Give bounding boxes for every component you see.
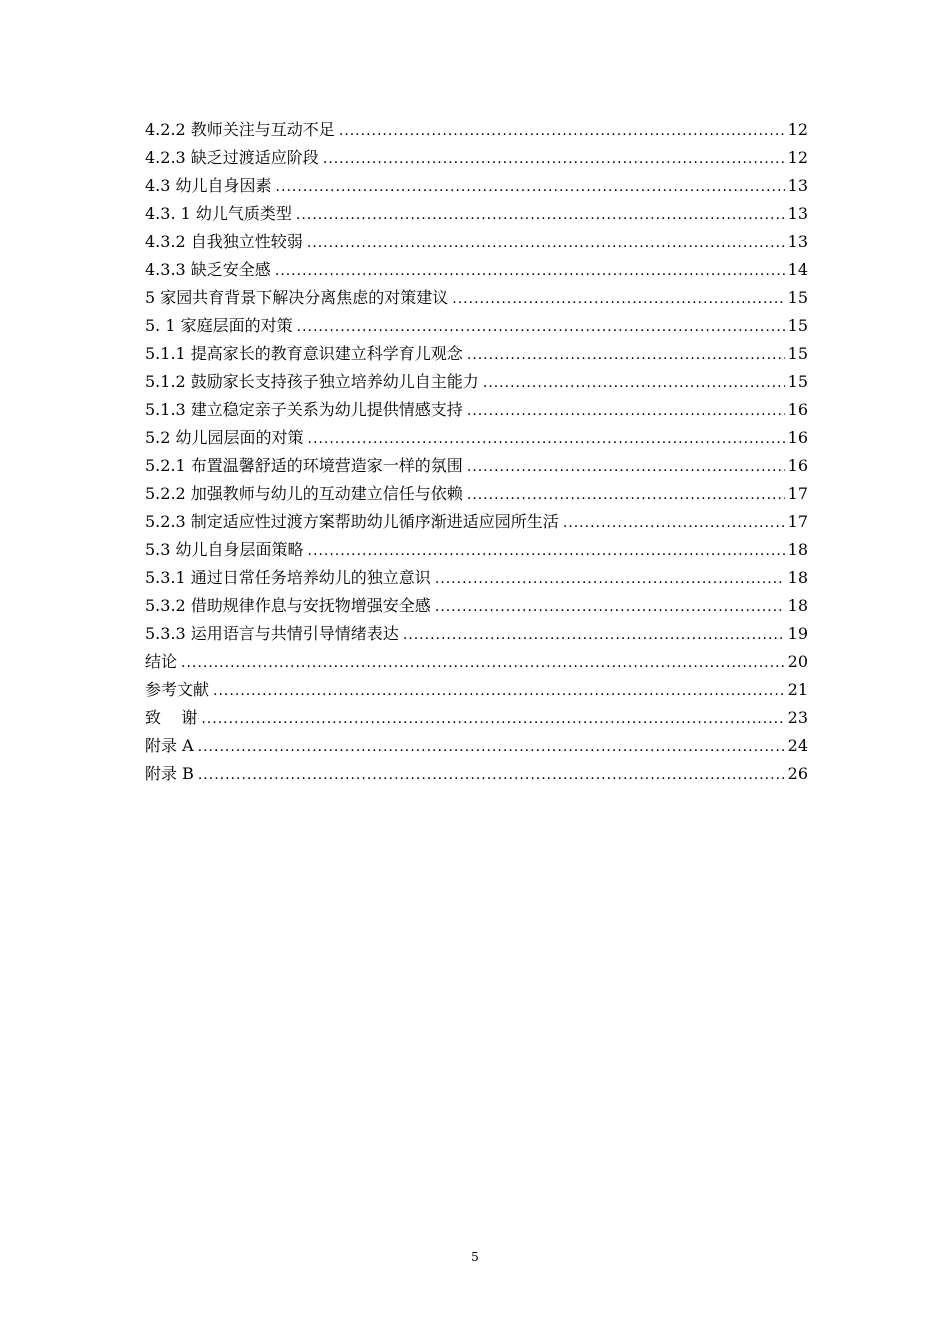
toc-entry-page: 12: [787, 120, 808, 139]
toc-entry-title: 致 谢: [145, 708, 198, 727]
toc-entry-title: 4.3.2 自我独立性较弱: [145, 232, 303, 251]
toc-entry-title: 5. 1 家庭层面的对策: [145, 316, 293, 335]
toc-dot-leader: [403, 621, 785, 649]
toc-entry-title: 5 家园共育背景下解决分离焦虑的对策建议: [145, 288, 449, 307]
toc-entry-page: 23: [787, 708, 808, 727]
toc-entry[interactable]: [145, 732, 808, 760]
toc-entry[interactable]: [145, 704, 808, 732]
toc-dot-leader: [308, 537, 785, 565]
toc-entry-title: 5.1.1 提高家长的教育意识建立科学育儿观念: [145, 344, 463, 363]
toc-entry-page: 16: [787, 428, 808, 447]
toc-entry-title: 4.3. 1 幼儿气质类型: [145, 204, 292, 223]
toc-entry[interactable]: [145, 116, 808, 144]
toc-entry-title: 5.1.2 鼓励家长支持孩子独立培养幼儿自主能力: [145, 372, 479, 391]
toc-dot-leader: [307, 229, 785, 257]
toc-entry-page: 21: [787, 680, 808, 699]
toc-dot-leader: [435, 593, 785, 621]
toc-dot-leader: [467, 341, 785, 369]
toc-dot-leader: [275, 257, 785, 285]
toc-entry-title: 5.2.2 加强教师与幼儿的互动建立信任与依赖: [145, 484, 463, 503]
toc-entry[interactable]: [145, 648, 808, 676]
toc-entry[interactable]: [145, 452, 808, 480]
toc-dot-leader: [467, 481, 785, 509]
toc-entry-title: 附录 A: [145, 736, 194, 755]
toc-dot-leader: [297, 313, 785, 341]
toc-dot-leader: [563, 509, 785, 537]
toc-dot-leader: [452, 285, 784, 313]
toc-entry-page: 15: [787, 288, 808, 307]
toc-dot-leader: [213, 677, 785, 705]
toc-entry[interactable]: [145, 620, 808, 648]
toc-entry-page: 16: [787, 400, 808, 419]
toc-entry[interactable]: [145, 144, 808, 172]
toc-entry-title: 4.2.2 教师关注与互动不足: [145, 120, 335, 139]
toc-entry-page: 18: [787, 568, 808, 587]
toc-entry-title: 结论: [145, 652, 178, 671]
toc-dot-leader: [276, 173, 785, 201]
toc-entry-title: 5.2.3 制定适应性过渡方案帮助幼儿循序渐进适应园所生活: [145, 512, 559, 531]
toc-entry-title: 4.2.3 缺乏过渡适应阶段: [145, 148, 319, 167]
toc-entry-title: 5.1.3 建立稳定亲子关系为幼儿提供情感支持: [145, 400, 463, 419]
toc-entry-title: 5.2.1 布置温馨舒适的环境营造家一样的氛围: [145, 456, 463, 475]
toc-entry-title: 5.2 幼儿园层面的对策: [145, 428, 304, 447]
toc-dot-leader: [467, 397, 785, 425]
toc-dot-leader: [181, 649, 785, 677]
table-of-contents: [145, 116, 808, 788]
toc-entry[interactable]: [145, 172, 808, 200]
toc-entry-page: 16: [787, 456, 808, 475]
toc-entry-page: 18: [787, 540, 808, 559]
toc-dot-leader: [201, 705, 784, 733]
toc-dot-leader: [483, 369, 785, 397]
toc-entry-page: 24: [787, 736, 808, 755]
toc-entry-page: 15: [787, 316, 808, 335]
toc-entry-title: 5.3.1 通过日常任务培养幼儿的独立意识: [145, 568, 431, 587]
toc-dot-leader: [308, 425, 785, 453]
toc-entry-title: 附录 B: [145, 764, 194, 783]
toc-dot-leader: [198, 733, 785, 761]
toc-entry-page: 17: [787, 484, 808, 503]
toc-entry[interactable]: [145, 592, 808, 620]
toc-entry-page: 20: [787, 652, 808, 671]
toc-entry-page: 14: [787, 260, 808, 279]
toc-entry-page: 13: [787, 204, 808, 223]
toc-entry-page: 13: [787, 176, 808, 195]
toc-entry[interactable]: [145, 284, 808, 312]
toc-entry-title: 5.3.2 借助规律作息与安抚物增强安全感: [145, 596, 431, 615]
toc-entry-title: 4.3.3 缺乏安全感: [145, 260, 271, 279]
toc-entry[interactable]: [145, 564, 808, 592]
toc-entry[interactable]: [145, 536, 808, 564]
toc-dot-leader: [467, 453, 785, 481]
toc-entry[interactable]: [145, 508, 808, 536]
toc-entry-title: 5.3 幼儿自身层面策略: [145, 540, 304, 559]
toc-entry[interactable]: [145, 312, 808, 340]
toc-entry[interactable]: [145, 256, 808, 284]
toc-entry[interactable]: [145, 368, 808, 396]
toc-entry-page: 15: [787, 344, 808, 363]
toc-entry-page: 17: [787, 512, 808, 531]
toc-entry-page: 13: [787, 232, 808, 251]
toc-entry[interactable]: [145, 200, 808, 228]
toc-entry-page: 18: [787, 596, 808, 615]
toc-entry[interactable]: [145, 676, 808, 704]
toc-entry[interactable]: [145, 424, 808, 452]
toc-entry-page: 15: [787, 372, 808, 391]
toc-entry-page: 19: [787, 624, 808, 643]
toc-entry-title: 参考文献: [145, 680, 210, 699]
toc-dot-leader: [198, 761, 785, 789]
toc-dot-leader: [339, 117, 785, 145]
page-number: 5: [471, 1250, 479, 1264]
toc-entry-page: 26: [787, 764, 808, 783]
toc-entry-title: 5.3.3 运用语言与共情引导情绪表达: [145, 624, 399, 643]
toc-entry[interactable]: [145, 340, 808, 368]
toc-entry[interactable]: [145, 760, 808, 788]
toc-entry-title: 4.3 幼儿自身因素: [145, 176, 272, 195]
toc-dot-leader: [435, 565, 785, 593]
toc-dot-leader: [323, 145, 785, 173]
toc-entry[interactable]: [145, 396, 808, 424]
toc-entry[interactable]: [145, 228, 808, 256]
toc-entry[interactable]: [145, 480, 808, 508]
toc-entry-page: 12: [787, 148, 808, 167]
toc-dot-leader: [296, 201, 785, 229]
